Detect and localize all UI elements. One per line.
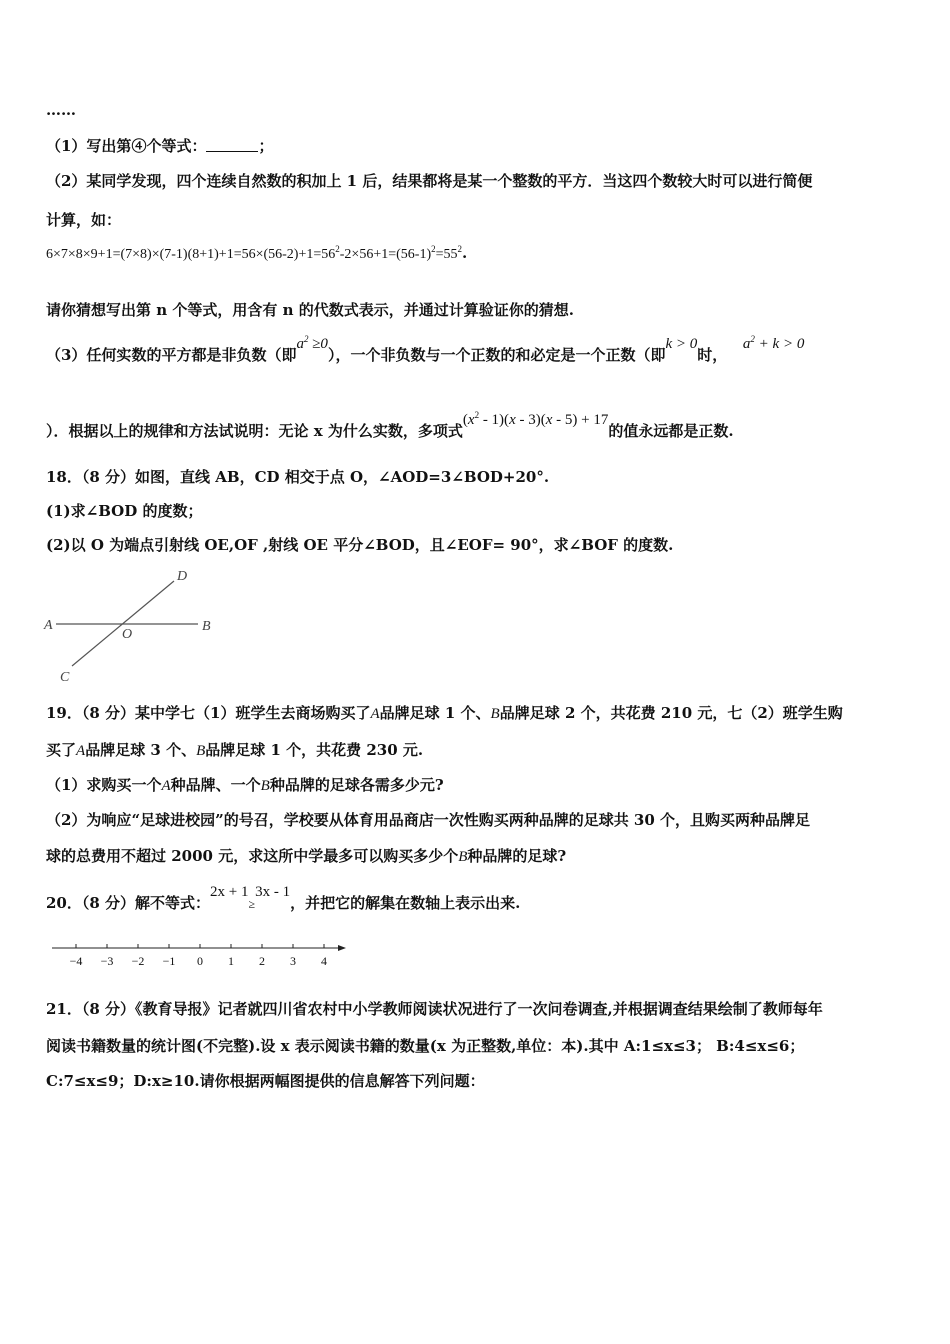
q21-line2: 阅读书籍数量的统计图(不完整).设 x 表示阅读书籍的数量(x 为正整数,单位：本).其中 A:1≤x≤3； B:4≤x≤6；: [46, 1037, 805, 1055]
q21-line3: C:7≤x≤9；D:x≥10.请你根据两幅图提供的信息解答下列问题：: [46, 1072, 485, 1090]
q18-part1: (1)求∠BOD 的度数；: [46, 502, 203, 520]
tick-label: 0: [197, 954, 203, 968]
q17-part2-line3: 请你猜想写出第 n 个等式，用含有 n 的代数式表示，并通过计算验证你的猜想.: [46, 301, 574, 319]
q19-line2: 买了A品牌足球 3 个、B品牌足球 1 个，共花费 230 元.: [46, 741, 424, 759]
q18-title: 18．（8 分）如图，直线 AB，CD 相交于点 O，∠AOD=3∠BOD+20°.: [46, 468, 550, 486]
q19-line1: 19．（8 分）某中学七（1）班学生去商场购买了A品牌足球 1 个、B品牌足球 2 个，共花费 210 元，七（2）班学生购: [46, 704, 843, 722]
q17-part1: （1）写出第④个等式： ；: [46, 137, 274, 155]
q17-example-formula: $6\times 7\times 8\times 9+1=(7\times 8)\times(7-1)(8+1)+1=56\times(56-2)+1=56^2-2\times 56+1=(56-1)^2=55^2$.: [46, 244, 468, 262]
q19-line3: （1）求购买一个A种品牌、一个B种品牌的足球各需多少元?: [46, 776, 444, 794]
number-line-arrow: [338, 945, 346, 951]
example-expression: $6\times 7\times 8\times 9+1=(7\times 8)\times(7-1)(8+1)+1=56\times(56-2)+1=56^2-2\times 56+1=(56-1)^2=55^2$: [46, 244, 463, 262]
q21-line1: 21．（8 分）《教育导报》记者就四川省农村中小学教师阅读状况进行了一次问卷调查,并根据调查结果绘制了教师每年: [46, 1000, 823, 1018]
label-d: D: [177, 569, 188, 584]
math-a-squared-nonneg: $a^2 \ge 0$: [296, 334, 328, 352]
tick-label: −1: [162, 954, 176, 968]
label-a: A: [44, 618, 53, 633]
tick-label: −4: [69, 954, 83, 968]
answer-blank[interactable]: [206, 137, 258, 152]
math-polynomial: $(x^2 - 1)(x - 3)(x - 5) + 17$: [462, 410, 609, 428]
label-o: O: [122, 627, 133, 642]
math-a-squared-plus-k: $a^2 + k > 0$: [742, 334, 805, 352]
tick-label: −3: [100, 954, 114, 968]
q20-line: 20．（8 分）解不等式：2x + 1≥3x - 1，并把它的解集在数轴上表示出来.: [46, 884, 521, 912]
tick-label: 3: [290, 954, 296, 968]
math-inequality-left: 2x + 1: [210, 884, 249, 900]
label-b: B: [202, 619, 211, 634]
math-inequality-right: 3x - 1: [255, 884, 291, 900]
q17-part3-line1: （3）任何实数的平方都是非负数（即$a^2 \ge 0$），一个非负数与一个正数的和必定是一个正数（即k > 0时， $a^2 + k > 0$: [46, 334, 805, 364]
tick-label: 4: [321, 954, 327, 968]
tick-label: −2: [131, 954, 145, 968]
q18-part2: (2)以 O 为端点引射线 OE,OF ,射线 OE 平分∠BOD，且∠EOF= 90°，求∠BOF 的度数.: [46, 536, 674, 554]
q18-intersecting-lines-figure: [40, 563, 230, 688]
q17-part3-line2: ）．根据以上的规律和方法试说明：无论 x 为什么实数，多项式$(x^2 - 1)(x - 3)(x - 5) + 17$的值永远都是正数.: [46, 410, 734, 440]
q19-line5: 球的总费用不超过 2000 元，求这所中学最多可以购买多少个B种品牌的足球?: [46, 847, 567, 865]
q17-part2-line2: 计算，如：: [46, 211, 122, 229]
q20-number-line: [46, 938, 356, 972]
q17-part2-line1: （2）某同学发现，四个连续自然数的积加上 1 后，结果都将是某一个整数的平方．当这四个数较大时可以进行简便: [46, 172, 813, 190]
q19-line4: （2）为响应“足球进校园”的号召，学校要从体育用品商店一次性购买两种品牌的足球共 30 个，且购买两种品牌足: [46, 811, 811, 829]
ellipsis: ……: [46, 101, 76, 119]
tick-label: 1: [228, 954, 234, 968]
tick-label: 2: [259, 954, 265, 968]
math-k-positive: k > 0: [665, 336, 698, 352]
label-c: C: [60, 670, 70, 685]
